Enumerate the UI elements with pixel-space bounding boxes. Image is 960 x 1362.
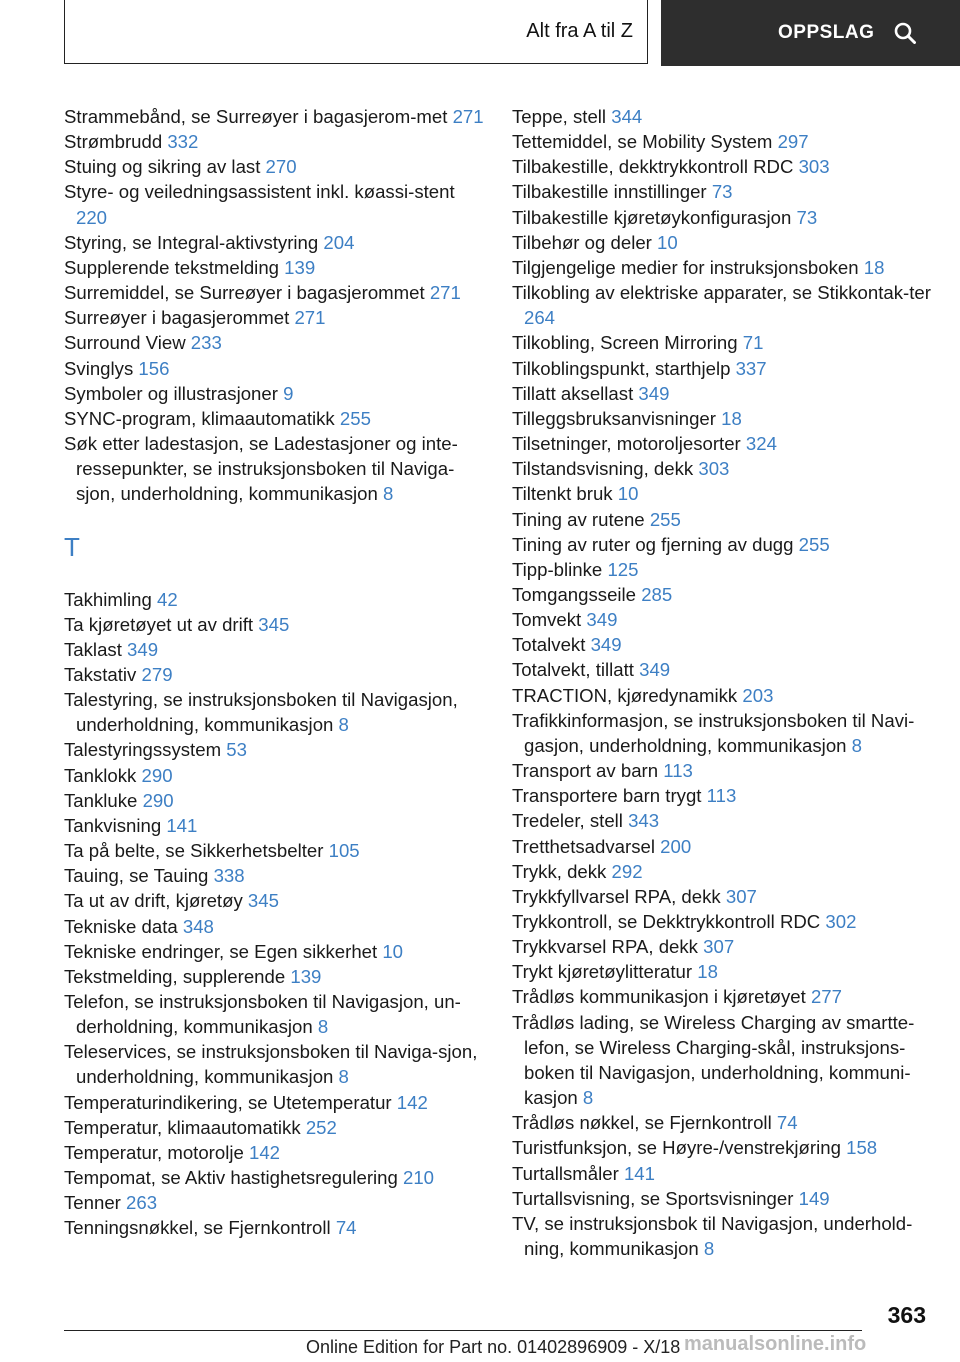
index-term: Tilkobling, Screen Mirroring [512,332,738,354]
index-entry [512,859,932,884]
index-term: Turtallsvisning, se Sportsvisninger [512,1187,794,1209]
page-reference-link[interactable]: 73 [711,181,733,203]
page-reference-link[interactable]: 290 [141,764,173,786]
page-reference-link[interactable]: 337 [735,357,767,379]
page-reference-link[interactable]: 303 [798,156,830,178]
index-term: Tenner [64,1192,121,1214]
index-term: Tilkoblingspunkt, starthjelp [512,357,731,379]
index-entry [512,431,932,456]
index-entry [64,1165,484,1190]
page-reference-link[interactable]: 292 [611,860,643,882]
index-term: Tredeler, stell [512,810,623,832]
index-term: Tillatt aksellast [512,382,634,404]
index-term: Tenningsnøkkel, se Fjernkontroll [64,1217,331,1239]
index-list-t [64,587,484,1241]
watermark: manualsonline.info [684,1333,867,1355]
page-reference-link[interactable]: 255 [798,533,830,555]
index-entry [512,683,932,708]
index-term: Trafikkinformasjon, se instruksjonsboken til Navi-gasjon, underholdning, kommunikasjon [512,709,915,756]
index-entry [512,330,932,355]
page-reference-link[interactable]: 200 [660,835,692,857]
index-entry [512,129,932,154]
index-term: Trykt kjøretøylitteratur [512,961,693,983]
page-header [0,0,960,66]
index-entry [512,179,932,204]
page-reference-link[interactable]: 297 [777,131,809,153]
page-reference-link[interactable]: 252 [305,1116,337,1138]
index-term: Tekstmelding, supplerende [64,965,286,987]
page-reference-link[interactable]: 270 [265,156,297,178]
index-term: Ta kjøretøyet ut av drift [64,613,254,635]
index-term: Ta på belte, se Sikkerhetsbelter [64,840,324,862]
index-term: Trådløs nøkkel, se Fjernkontroll [512,1112,772,1134]
index-entry [64,813,484,838]
index-entry [512,507,932,532]
search-icon [894,22,916,44]
index-entry [512,632,932,657]
index-entry [512,104,932,129]
index-entry [64,1039,484,1089]
page-reference-link[interactable]: 18 [863,256,885,278]
index-entry [64,687,484,737]
page-reference-link[interactable]: 285 [641,583,673,605]
index-term: Tipp-blinke [512,558,603,580]
index-term: Tilbakestille kjøretøykonfigurasjon [512,206,792,228]
page-reference-link[interactable]: 220 [76,206,108,228]
index-term: Teppe, stell [512,106,607,127]
page-reference-link[interactable]: 125 [607,558,639,580]
index-entry [64,1115,484,1140]
index-term: Turtallsmåler [512,1162,619,1184]
page-reference-link[interactable]: 8 [382,483,394,505]
index-entry [512,557,932,582]
index-entry [64,939,484,964]
index-term: Tanklokk [64,764,137,786]
index-term: Telefon, se instruksjonsboken til Navigasjon, un-derholdning, kommunikasjon [64,991,461,1038]
page-reference-link[interactable]: 233 [190,332,222,354]
page-reference-link[interactable]: 277 [810,986,842,1008]
index-entry [512,758,932,783]
index-term: Totalvekt, tillatt [512,659,634,681]
index-term: Tretthetsadvarsel [512,835,655,857]
page-reference-link[interactable]: 303 [698,458,730,480]
index-term: Styre- og veiledningsassistent inkl. køassi-stent [64,181,455,203]
page-reference-link[interactable]: 348 [182,915,214,937]
index-term: Svinglys [64,357,134,379]
index-entry [512,356,932,381]
page-reference-link[interactable]: 255 [339,407,371,429]
page-reference-link[interactable]: 349 [586,609,618,631]
index-letter-heading: T [64,531,80,562]
index-term: Talestyringssystem [64,739,222,761]
page-reference-link[interactable]: 324 [745,433,777,455]
index-term: Ta ut av drift, kjøretøy [64,890,243,912]
lookup-label: OPPSLAG [778,22,875,43]
page-reference-link[interactable]: 210 [403,1167,435,1189]
index-entry [64,356,484,381]
index-term: Tilleggsbruksanvisninger [512,407,716,429]
index-term: Trykk, dekk [512,860,607,882]
index-entry [64,763,484,788]
index-entry [512,230,932,255]
index-term: Strammebånd, se Surreøyer i bagasjerom-met [64,106,448,127]
page-reference-link[interactable]: 113 [706,785,737,807]
index-term: Surreøyer i bagasjerommet [64,307,290,329]
index-entry [512,984,932,1009]
index-entry [64,612,484,637]
index-term: Tilsetninger, motoroljesorter [512,433,741,455]
page-number: 363 [887,1302,926,1328]
index-term: Søk etter ladestasjon, se Ladestasjoner og inte-ressepunkter, se instruksjonsboken til Naviga-sjon, underholdning, kommunikasjon [64,433,458,505]
page-reference-link[interactable]: 302 [825,911,857,932]
page-reference-link[interactable]: 264 [524,307,556,329]
index-entry [512,1010,932,1111]
index-term: Temperatur, motorolje [64,1141,244,1163]
index-entry [512,255,932,280]
index-entry [64,888,484,913]
page-reference-link[interactable]: 105 [328,840,360,862]
index-entry [64,838,484,863]
index-entry [64,788,484,813]
page-reference-link[interactable]: 349 [639,659,671,681]
index-term: Supplerende tekstmelding [64,256,279,278]
index-entry [64,280,484,305]
index-entry [512,456,932,481]
page-reference-link[interactable]: 204 [323,231,355,253]
page-reference-link[interactable]: 8 [582,1087,594,1109]
index-entry [512,154,932,179]
page-reference-link[interactable]: 71 [742,332,764,354]
index-entry [512,934,932,959]
index-term: Temperaturindikering, se Utetemperatur [64,1091,392,1113]
index-term: Taklast [64,638,122,660]
index-term: Trådløs kommunikasjon i kjøretøyet [512,986,806,1008]
index-term: Transport av barn [512,760,659,782]
index-term: Tankvisning [64,814,162,836]
index-term: TRACTION, kjøredynamikk [512,684,738,706]
index-term: SYNC-program, klimaautomatikk [64,407,335,429]
page-reference-link[interactable]: 344 [611,106,643,127]
index-term: Tempomat, se Aktiv hastighetsregulering [64,1167,398,1189]
index-term: Tankluke [64,789,138,811]
index-entry [512,884,932,909]
index-entry [512,1110,932,1135]
page-reference-link[interactable]: 8 [851,734,863,756]
page-reference-link[interactable]: 158 [846,1137,878,1159]
page-reference-link[interactable]: 345 [258,613,290,635]
index-entry [512,834,932,859]
index-entry [512,406,932,431]
page-reference-link[interactable]: 8 [338,1066,349,1088]
index-entry [64,989,484,1039]
page-reference-link[interactable]: 149 [798,1187,830,1209]
index-term: Tomgangsseile [512,583,637,605]
index-column-right [512,104,932,1261]
index-entry [64,737,484,762]
page-reference-link[interactable]: 332 [167,131,199,153]
index-entry [512,582,932,607]
index-term: Surround View [64,332,186,354]
index-term: Stuing og sikring av last [64,156,261,178]
footer-divider [64,1330,862,1331]
index-entry [64,662,484,687]
page-reference-link[interactable]: 271 [429,282,461,304]
index-entry [64,964,484,989]
page-reference-link[interactable]: 139 [290,965,322,987]
page-reference-link[interactable]: 42 [157,588,178,610]
page-reference-link[interactable]: 271 [294,307,326,329]
index-list-s [64,104,484,507]
index-entry [512,1211,932,1261]
page-reference-link[interactable]: 10 [382,940,404,962]
page-reference-link[interactable]: 10 [657,231,678,253]
index-entry [512,1186,932,1211]
index-entry [64,1215,484,1240]
section-title: Alt fra A til Z [526,20,633,42]
page-reference-link[interactable]: 343 [628,810,660,832]
index-entry [512,481,932,506]
page-reference-link[interactable]: 263 [126,1192,158,1214]
index-entry [512,532,932,557]
page-reference-link[interactable]: 139 [284,256,316,278]
page-reference-link[interactable]: 9 [283,382,294,404]
page-reference-link[interactable]: 53 [226,739,247,761]
page-reference-link[interactable]: 74 [335,1217,357,1239]
index-term: Tilstandsvisning, dekk [512,458,694,480]
index-entry [512,1161,932,1186]
index-entry [64,1190,484,1215]
page-reference-link[interactable]: 113 [663,760,693,782]
index-term: Tining av ruter og fjerning av dugg [512,533,794,555]
index-entry [512,959,932,984]
index-entry [512,657,932,682]
index-list-t-continued [512,104,932,1261]
index-entry [64,406,484,431]
index-entry [64,154,484,179]
index-term: Trykkfyllvarsel RPA, dekk [512,885,721,907]
index-entry [512,808,932,833]
index-term: Tomvekt [512,609,582,631]
index-entry [512,1135,932,1160]
index-term: Tilgjengelige medier for instruksjonsboken [512,256,859,278]
index-entry [64,1140,484,1165]
page-reference-link[interactable]: 141 [166,814,198,836]
index-entry [512,280,932,330]
page-reference-link[interactable]: 255 [649,508,681,530]
index-term: Trådløs lading, se Wireless Charging av smartte-lefon, se Wireless Charging-skål, instruksjons-boken til Navigasjon, underholdning, kommuni-kasjon [512,1011,915,1109]
index-entry [512,708,932,758]
index-entry [64,914,484,939]
page-reference-link[interactable]: 203 [742,684,774,706]
page-reference-link[interactable]: 349 [127,638,159,660]
index-term: Tekniske data [64,915,178,937]
lookup-tab[interactable] [661,0,960,66]
index-entry [64,230,484,255]
index-entry [64,1090,484,1115]
page-reference-link[interactable]: 271 [452,106,484,127]
index-entry [64,255,484,280]
footer-edition: Online Edition for Part no. 01402896909 - X/18 [306,1337,681,1357]
index-entry [512,783,932,808]
index-entry [64,179,484,229]
section-tab[interactable] [64,0,648,64]
index-entry [64,129,484,154]
index-term: Tiltenkt bruk [512,483,613,505]
page-reference-link[interactable]: 349 [590,634,622,656]
page-reference-link[interactable]: 338 [213,865,245,887]
index-term: Trykkontroll, se Dekktrykkontroll RDC [512,911,821,932]
page-reference-link[interactable]: 345 [247,890,279,912]
index-term: Turistfunksjon, se Høyre-/venstrekjøring [512,1137,841,1159]
index-term: Takstativ [64,663,137,685]
index-term: Totalvekt [512,634,586,656]
index-term: Tilbakestille, dekktrykkontroll RDC [512,156,794,178]
index-term: Surremiddel, se Surreøyer i bagasjerommet [64,282,425,304]
index-entry [512,381,932,406]
index-entry [512,607,932,632]
index-entry [512,205,932,230]
index-entry [64,863,484,888]
page-reference-link[interactable]: 18 [697,961,718,983]
page-reference-link[interactable]: 142 [396,1091,428,1113]
index-term: Tining av rutene [512,508,645,530]
index-term: Tauing, se Tauing [64,865,209,887]
index-entry [512,909,932,934]
page-reference-link[interactable]: 141 [623,1162,655,1184]
index-term: Strømbrudd [64,131,163,153]
index-term: Tilbakestille innstillinger [512,181,707,203]
index-term: Transportere barn trygt [512,785,702,807]
page-reference-link[interactable]: 8 [338,714,349,736]
index-term: Temperatur, klimaautomatikk [64,1116,301,1138]
index-entry [64,381,484,406]
index-entry [64,305,484,330]
index-term: Symboler og illustrasjoner [64,382,278,404]
index-term: TV, se instruksjonsbok til Navigasjon, underhold-ning, kommunikasjon [512,1212,913,1260]
page-reference-link[interactable]: 290 [142,789,174,811]
index-column-left [64,104,484,1241]
page-reference-link[interactable]: 307 [703,936,735,958]
page-reference-link[interactable]: 10 [617,483,639,505]
index-term: Tilbehør og deler [512,231,652,253]
page-reference-link[interactable]: 279 [141,663,173,685]
index-entry [64,637,484,662]
index-entry [64,104,484,129]
page-reference-link[interactable]: 142 [249,1141,281,1163]
page-reference-link[interactable]: 8 [703,1238,715,1260]
index-entry [64,587,484,612]
page-reference-link[interactable]: 307 [725,885,757,907]
index-term: Teleservices, se instruksjonsboken til Naviga-sjon, underholdning, kommunikasjon [64,1041,478,1088]
page-reference-link[interactable]: 73 [796,206,818,228]
page-reference-link[interactable]: 349 [638,382,670,404]
index-entry [64,431,484,506]
page-reference-link[interactable]: 8 [317,1016,329,1038]
page-reference-link[interactable]: 156 [138,357,170,379]
index-term: Tilkobling av elektriske apparater, se Stikkontak-ter [512,282,931,304]
index-term: Talestyring, se instruksjonsboken til Navigasjon, underholdning, kommunikasjon [64,689,458,736]
index-term: Styring, se Integral-aktivstyring [64,231,319,253]
index-term: Tekniske endringer, se Egen sikkerhet [64,940,378,962]
index-term: Takhimling [64,588,152,610]
page-reference-link[interactable]: 74 [776,1112,798,1134]
index-term: Tettemiddel, se Mobility System [512,131,773,153]
index-entry [64,330,484,355]
page-reference-link[interactable]: 18 [721,407,742,429]
index-term: Trykkvarsel RPA, dekk [512,936,698,958]
